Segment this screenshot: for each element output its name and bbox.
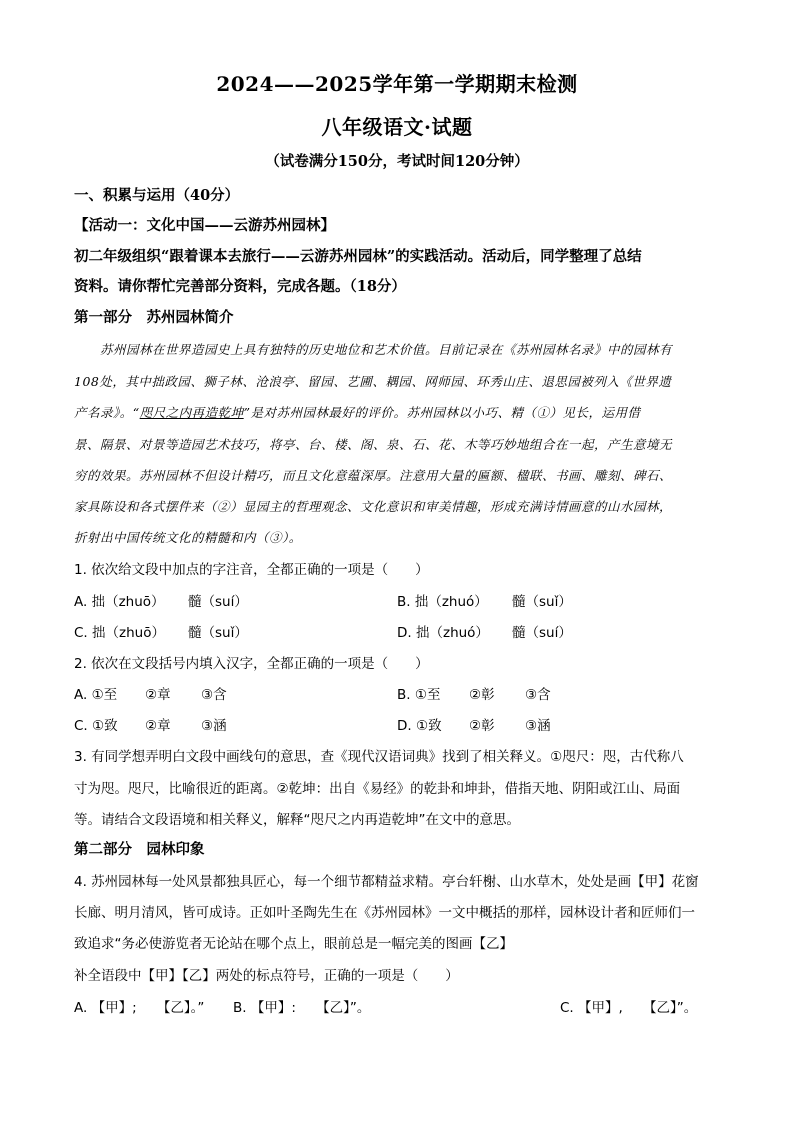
passage-text: 产名录》。“ [74,405,140,420]
q2-option-d-2: ②彰 [469,718,495,734]
q1-option-c-2: 髓（suǐ） [188,625,248,641]
q2-option-a-3: ③含 [201,687,227,703]
q2-option-c-2: ②章 [145,718,171,734]
question-4-stem: 补全语段中【甲】【乙】两处的标点符号，正确的一项是（ ） [74,968,459,984]
question-2-stem: 2. 依次在文段括号内填入汉字，全都正确的一项是（ ） [74,656,429,672]
question-3-line: 寸为咫。咫尺，比喻很近的距离。②乾坤：出自《易经》的乾卦和坤卦，借指天地、阴阳或江山、局面 [74,781,681,797]
q4-option-c: C. 【甲】, 【乙】”。 [560,1000,698,1016]
q2-option-d-3: ③涵 [525,718,551,734]
q2-option-c-1: C. ①致 [74,718,118,734]
section-heading: 一、积累与运用（40分） [74,187,240,204]
question-3-line: 3. 有同学想弄明白文段中画线句的意思，查《现代汉语词典》找到了相关释义。①咫尺：咫，古代称八 [74,749,684,765]
q1-option-b-2: 髓（suǐ） [512,594,572,610]
q2-option-a-2: ②章 [145,687,171,703]
question-3-line: 等。请结合文段语境和相关释义，解释“咫尺之内再造乾坤”在文中的意思。 [74,812,520,828]
underlined-sentence: 咫尺之内再造乾坤 [139,405,244,420]
q1-option-a: A. 拙（zhuō） [74,594,165,610]
passage-line: 折射出中国传统文化的精髓和内（③）。 [74,530,302,545]
passage-text: ”是对苏州园林最好的评价。苏州园林以小巧、精（①）见长，运用借 [243,405,641,420]
intro-line-1: 初二年级组织“跟着课本去旅行——云游苏州园林”的实践活动。活动后，同学整理了总结 [74,248,642,265]
passage-line: 景、隔景、对景等造园艺术技巧，将亭、台、楼、阁、泉、石、花、木等巧妙地组合在一起，产生意境无 [74,437,673,452]
q1-option-d-2: 髓（suí） [512,625,572,641]
question-1-stem: 1. 依次给文段中加点的字注音，全都正确的一项是（ ） [74,562,429,578]
q1-option-b: B. 拙（zhuó） [397,594,488,610]
q1-option-a-2: 髓（suí） [188,594,248,610]
exam-subtitle: 八年级语文·试题 [321,115,473,139]
question-4-line: 长廊、明月清风，皆可成诗。正如叶圣陶先生在《苏州园林》一文中概括的那样，园林设计者和匠师们一 [74,905,695,921]
q4-option-a: A. 【甲】; 【乙】。” [74,1000,205,1016]
q2-option-a-1: A. ①至 [74,687,118,703]
part2-heading: 第二部分 园林印象 [74,841,205,858]
passage-line: 苏州园林在世界造园史上具有独特的历史地位和艺术价值。目前记录在《苏州园林名录》中的园林有 [100,342,673,357]
q1-option-c: C. 拙（zhuō） [74,625,165,641]
question-4-line: 4. 苏州园林每一处风景都独具匠心，每一个细节都精益求精。亭台轩榭、山水草木，处处是画【甲】花窗 [74,874,699,890]
exam-title: 2024——2025学年第一学期期末检测 [216,72,578,96]
activity-title: 【活动一：文化中国——云游苏州园林】 [74,217,335,234]
intro-line-2: 资料。请你帮忙完善部分资料，完成各题。（18分） [74,278,406,295]
passage-line: 家具陈设和各式摆件来（②）显园主的哲理观念、文化意识和审美情趣，形成充满诗情画意的山水园林， [74,499,673,514]
part1-heading: 第一部分 苏州园林简介 [74,309,234,326]
q2-option-d-1: D. ①致 [397,718,442,734]
passage-line: 穷的效果。苏州园林不但设计精巧，而且文化意蕴深厚。注意用大量的匾额、楹联、书画、雕刻、碑石、 [74,468,673,483]
question-4-line: 致追求“务必使游览者无论站在哪个点上，眼前总是一幅完美的图画【乙】 [74,936,513,952]
q2-option-b-2: ②彰 [469,687,495,703]
exam-note: （试卷满分150分，考试时间120分钟） [265,153,529,170]
q2-option-b-3: ③含 [525,687,551,703]
q2-option-b-1: B. ①至 [397,687,441,703]
q2-option-c-3: ③涵 [201,718,227,734]
passage-line [74,403,641,421]
passage-line: 108处，其中拙政园、狮子林、沧浪亭、留园、艺圃、耦园、网师园、环秀山庄、退思园被列入《世界遗 [74,374,672,389]
q1-option-d: D. 拙（zhuó） [397,625,489,641]
q4-option-b: B. 【甲】: 【乙】”。 [233,1000,371,1016]
